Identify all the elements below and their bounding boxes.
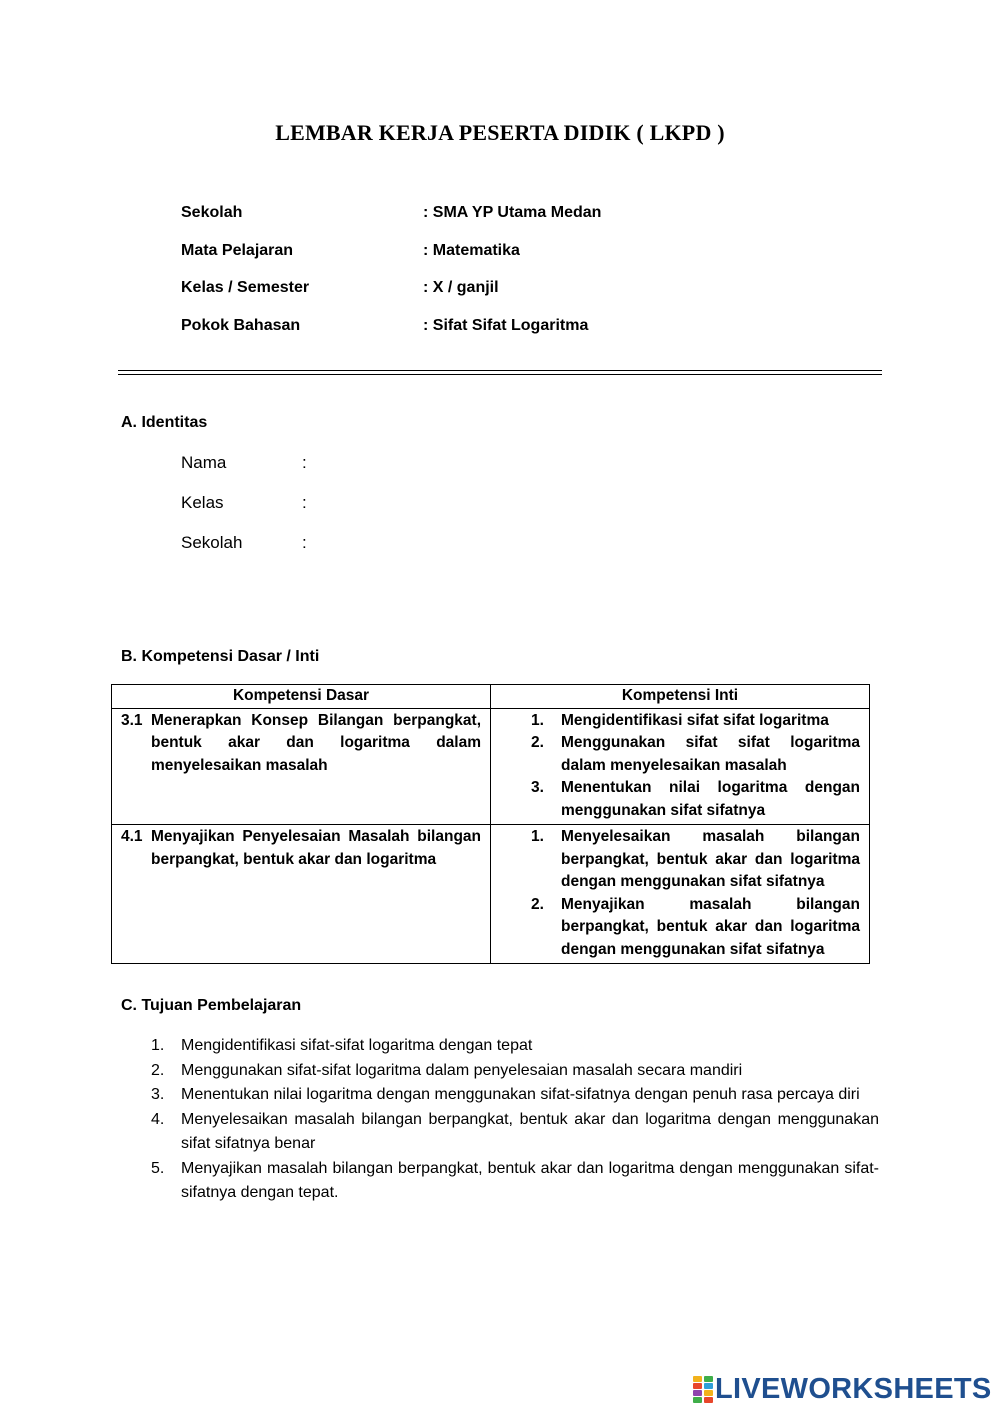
list-item	[151, 1059, 879, 1084]
kd-item	[121, 710, 481, 778]
identitas-colon: :	[302, 493, 307, 512]
tujuan-number: 5.	[151, 1159, 165, 1177]
identitas-field-kelas[interactable]	[181, 493, 481, 517]
info-value: : Matematika	[423, 242, 520, 259]
ki-text: Menentukan nilai logaritma dengan menggunakan sifat sifatnya	[561, 779, 860, 819]
info-value: : SMA YP Utama Medan	[423, 204, 602, 221]
section-heading-identitas: A. Identitas	[121, 414, 208, 431]
list-item	[151, 1083, 879, 1108]
list-item	[531, 826, 860, 894]
list-item	[151, 1034, 879, 1059]
ki-text: Menggunakan sifat sifat logaritma dalam menyelesaikan masalah	[561, 734, 860, 774]
list-item	[151, 1157, 879, 1206]
kd-cell	[112, 825, 491, 964]
ki-number: 1.	[531, 711, 544, 729]
list-item	[531, 777, 860, 822]
liveworksheets-logo-icon	[693, 1376, 713, 1402]
tujuan-text: Menyelesaikan masalah bilangan berpangkat, bentuk akar dan logaritma dengan menggunakan sifat sifatnya benar	[181, 1110, 879, 1152]
info-label: Mata Pelajaran	[181, 242, 294, 259]
ki-cell	[491, 708, 870, 825]
info-label: Sekolah	[181, 204, 243, 221]
header-divider-top	[118, 370, 882, 371]
liveworksheets-wordmark: LIVEWORKSHEETS	[715, 1372, 992, 1405]
list-item	[531, 732, 860, 777]
list-item	[531, 894, 860, 962]
kd-cell	[112, 708, 491, 825]
document-title: LEMBAR KERJA PESERTA DIDIK ( LKPD )	[275, 120, 725, 145]
ki-number: 1.	[531, 828, 544, 845]
kd-item	[121, 826, 481, 871]
list-item	[151, 1108, 879, 1157]
info-value: : Sifat Sifat Logaritma	[423, 317, 589, 334]
table-header-row	[112, 685, 870, 709]
tujuan-text: Menyajikan masalah bilangan berpangkat, bentuk akar dan logaritma dengan menggunakan sifat-sifatnya dengan tepat.	[181, 1159, 879, 1201]
tujuan-text: Menentukan nilai logaritma dengan menggunakan sifat-sifatnya dengan penuh rasa percaya diri	[181, 1086, 860, 1103]
liveworksheets-brand[interactable]	[693, 1374, 992, 1404]
ki-text: Menyelesaikan masalah bilangan berpangkat, bentuk akar dan logaritma dengan menggunakan sifat sifatnya	[561, 828, 860, 890]
table-header-kompetensi-dasar: Kompetensi Dasar	[112, 685, 491, 709]
tujuan-number: 3.	[151, 1086, 165, 1103]
info-row-kelas-semester	[181, 279, 781, 303]
ki-text: Mengidentifikasi sifat sifat logaritma	[561, 711, 829, 729]
info-label: Kelas / Semester	[181, 279, 310, 296]
identitas-colon: :	[302, 453, 307, 472]
ki-list	[491, 825, 869, 963]
kd-number: 3.1	[121, 711, 143, 729]
table-header-kompetensi-inti: Kompetensi Inti	[491, 685, 870, 709]
ki-text: Menyajikan masalah bilangan berpangkat, bentuk akar dan logaritma dengan menggunakan sifat sifatnya	[561, 895, 860, 958]
kompetensi-table	[111, 684, 870, 964]
info-value: : X / ganjil	[423, 279, 499, 296]
ki-number: 2.	[531, 895, 544, 913]
tujuan-list	[151, 1034, 879, 1206]
identitas-label: Nama	[181, 453, 227, 472]
ki-list	[491, 709, 869, 825]
tujuan-text: Mengidentifikasi sifat-sifat logaritma dengan tepat	[181, 1037, 533, 1054]
info-label: Pokok Bahasan	[181, 317, 301, 334]
info-row-sekolah	[181, 204, 781, 228]
ki-number: 3.	[531, 779, 544, 796]
list-item	[531, 710, 860, 733]
tujuan-number: 2.	[151, 1061, 165, 1079]
identitas-colon: :	[302, 533, 307, 552]
identitas-label: Kelas	[181, 493, 224, 512]
section-heading-kompetensi: B. Kompetensi Dasar / Inti	[121, 648, 320, 665]
header-divider-bottom	[118, 374, 882, 375]
kd-text: Menyajikan Penyelesaian Masalah bilangan berpangkat, bentuk akar dan logaritma	[151, 828, 481, 868]
tujuan-number: 4.	[151, 1110, 165, 1128]
tujuan-text: Menggunakan sifat-sifat logaritma dalam penyelesaian masalah secara mandiri	[181, 1061, 743, 1079]
table-row	[112, 708, 870, 825]
kd-number: 4.1	[121, 828, 143, 845]
section-heading-tujuan: C. Tujuan Pembelajaran	[121, 997, 302, 1014]
tujuan-number: 1.	[151, 1037, 165, 1054]
info-row-pokok-bahasan	[181, 317, 781, 341]
info-row-mata-pelajaran	[181, 242, 781, 266]
ki-number: 2.	[531, 734, 544, 751]
ki-cell	[491, 825, 870, 964]
table-row	[112, 825, 870, 964]
kd-text: Menerapkan Konsep Bilangan berpangkat, bentuk akar dan logaritma dalam menyelesaikan masalah	[151, 711, 481, 774]
identitas-field-nama[interactable]	[181, 453, 481, 477]
identitas-field-sekolah[interactable]	[181, 533, 481, 557]
identitas-label: Sekolah	[181, 533, 243, 552]
